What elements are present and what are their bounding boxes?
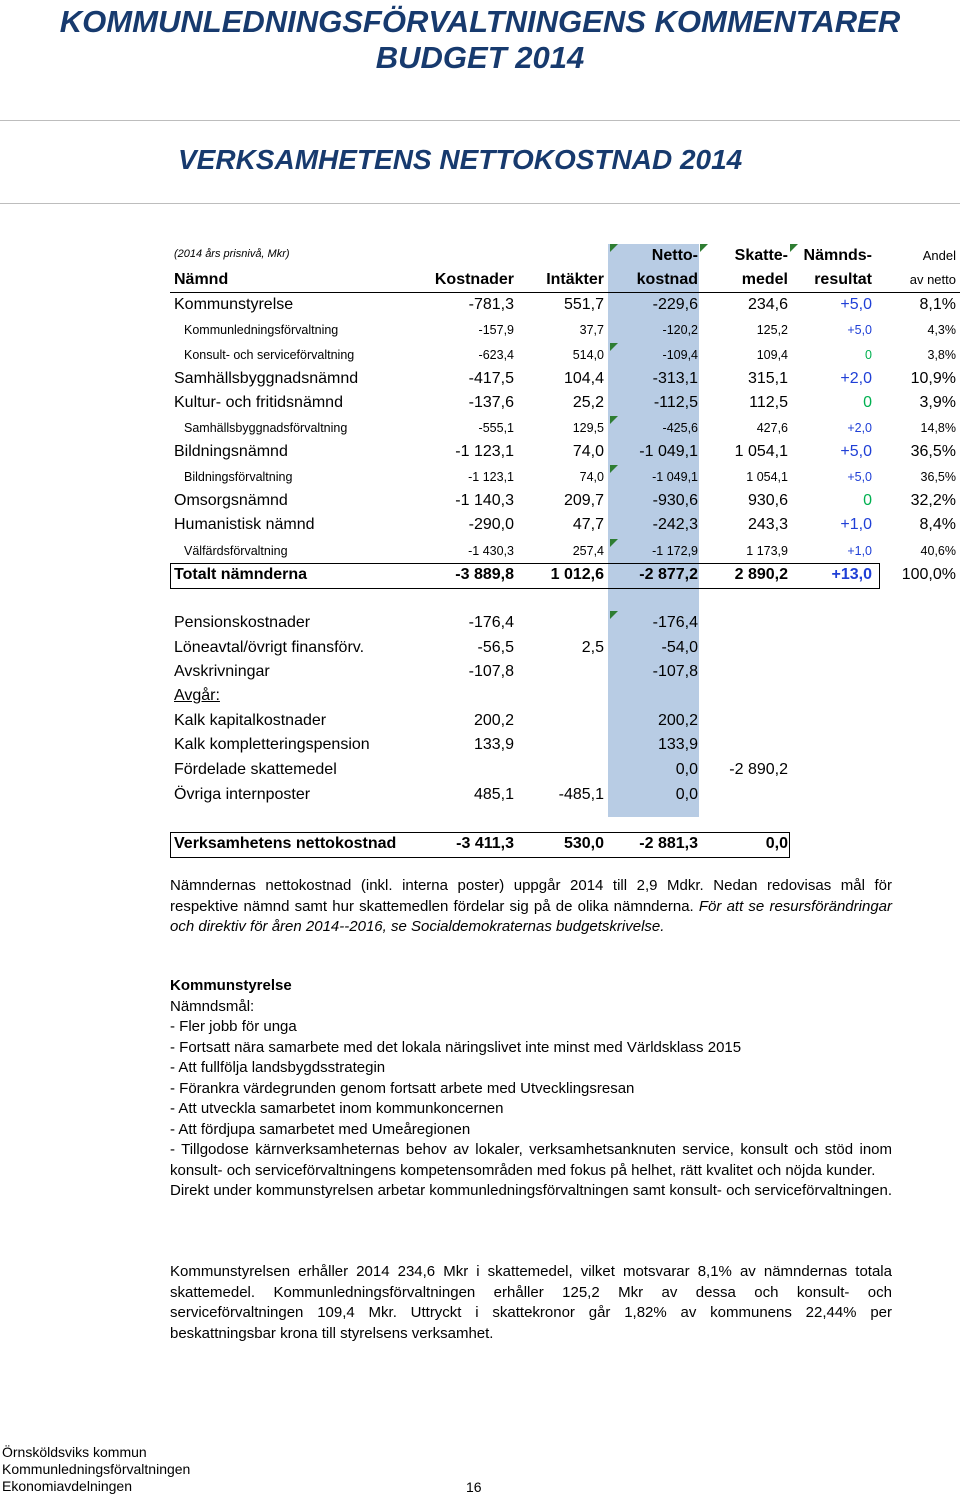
table-row xyxy=(170,440,960,464)
row-skatte: 1 173,9 xyxy=(746,544,788,558)
kommunstyrelse-section xyxy=(170,976,892,1202)
row-skatte: 1 054,1 xyxy=(746,470,788,484)
row-andel: 8,1% xyxy=(919,296,956,313)
row-intakter xyxy=(516,758,604,782)
row-intakter: 514,0 xyxy=(572,348,604,362)
row-netto: -313,1 xyxy=(652,370,698,387)
row-resultat: +5,0 xyxy=(840,296,872,313)
row-skatte xyxy=(700,783,788,807)
row-andel: 40,6% xyxy=(920,544,956,558)
row-netto: -229,6 xyxy=(652,296,698,313)
row-intakter: 257,4 xyxy=(572,544,604,558)
row-intakter: 47,7 xyxy=(572,516,604,533)
row-netto: -1 049,1 xyxy=(639,443,698,460)
footer-line1: Örnsköldsviks kommun xyxy=(2,1444,147,1460)
row-name: Avskrivningar xyxy=(174,663,270,680)
row-andel: 100,0% xyxy=(901,566,956,583)
final-paragraph: Kommunstyrelsen erhåller 2014 234,6 Mkr i skattemedel, vilket motsvarar 8,1% av nämndernas totala skattemedel. Kommunledningsförvaltningen erhåller 125,2 Mkr av dessa och konsult- och serviceförvaltningen 109,4 Mkr. Uttryckt i skattekronor går 1,82% av kommunens 22,44% per beskattningsbar krona till styrelsens verksamhet. xyxy=(170,1263,892,1342)
other-row xyxy=(170,660,960,684)
row-intakter xyxy=(516,660,604,684)
row-resultat: 0 xyxy=(863,492,872,509)
row-skatte: 243,3 xyxy=(747,516,788,533)
row-kostnader: -157,9 xyxy=(478,323,514,337)
row-netto: -2 877,2 xyxy=(639,566,698,583)
title-divider xyxy=(0,120,960,121)
row-name: Avgår: xyxy=(174,687,220,704)
table-row xyxy=(170,391,960,415)
row-intakter: 2,5 xyxy=(581,639,604,656)
row-resultat: +2,0 xyxy=(847,421,872,435)
row-skatte xyxy=(700,611,788,635)
row-netto: -109,4 xyxy=(662,348,698,362)
row-kostnader: -290,0 xyxy=(468,516,514,533)
row-skatte xyxy=(700,660,788,684)
subtitle-divider xyxy=(0,203,960,204)
table-row xyxy=(170,343,960,367)
row-resultat: +5,0 xyxy=(840,443,872,460)
table-row xyxy=(170,489,960,513)
goal-item: - Förankra värdegrunden genom fortsatt arbete med Utvecklingsresan xyxy=(170,1079,635,1097)
other-row xyxy=(170,684,960,708)
row-kostnader: -56,5 xyxy=(477,639,514,656)
intro-paragraph xyxy=(170,876,892,938)
header-namnd: Nämnd xyxy=(174,271,229,288)
row-netto: -120,2 xyxy=(662,323,698,337)
row-skatte: 112,5 xyxy=(749,394,788,411)
row-kostnader: -1 140,3 xyxy=(455,492,514,509)
row-netto: -107,8 xyxy=(652,663,698,680)
row-netto: 0,0 xyxy=(675,786,698,803)
row-skatte xyxy=(700,709,788,733)
table-row xyxy=(170,465,960,489)
row-skatte: 0,0 xyxy=(765,835,788,852)
row-intakter: 1 012,6 xyxy=(550,566,604,583)
row-intakter: 551,7 xyxy=(563,296,604,313)
goal-item: - Att fullfölja landsbygdsstrategin xyxy=(170,1059,386,1076)
row-intakter: -485,1 xyxy=(558,786,604,803)
header-andel: av netto xyxy=(909,272,956,287)
header-skatte-line1: Skatte- xyxy=(734,247,788,264)
row-name: Humanistisk nämnd xyxy=(174,516,315,533)
row-skatte: 1 054,1 xyxy=(734,443,788,460)
comment-marker-icon xyxy=(610,343,618,351)
row-andel: 14,8% xyxy=(920,421,956,435)
footer-line2: Kommunledningsförvaltningen xyxy=(2,1461,191,1477)
comment-marker-icon xyxy=(610,465,618,473)
table-row xyxy=(170,416,960,440)
table-row xyxy=(170,513,960,537)
row-kostnader: 133,9 xyxy=(473,736,514,753)
row-kostnader xyxy=(428,758,514,782)
other-row xyxy=(170,636,960,660)
row-resultat: +2,0 xyxy=(840,370,872,387)
row-intakter: 25,2 xyxy=(572,394,604,411)
row-kostnader: -107,8 xyxy=(468,663,514,680)
row-intakter: 74,0 xyxy=(579,470,604,484)
row-andel: 8,4% xyxy=(919,516,956,533)
row-kostnader: -3 411,3 xyxy=(456,835,514,852)
row-kostnader: -781,3 xyxy=(468,296,514,313)
row-kostnader: -623,4 xyxy=(478,348,514,362)
goal-item: - Fler jobb för unga xyxy=(170,1018,297,1035)
row-skatte xyxy=(700,733,788,757)
row-kostnader: 485,1 xyxy=(473,786,514,803)
header-kostnader: Kostnader xyxy=(434,271,514,288)
row-netto: -1 049,1 xyxy=(652,470,698,484)
goal-item: - Att utveckla samarbetet inom kommunkoncernen xyxy=(170,1100,504,1117)
comment-marker-icon xyxy=(700,244,708,252)
row-kostnader: -555,1 xyxy=(478,421,514,435)
row-skatte xyxy=(700,636,788,660)
comment-marker-icon xyxy=(610,416,618,424)
header-nettokostnad: kostnad xyxy=(636,271,698,288)
row-skatte: 427,6 xyxy=(756,421,788,435)
row-netto: -1 172,9 xyxy=(652,544,698,558)
row-name: Fördelade skattemedel xyxy=(174,761,337,778)
row-name: Bildningsnämnd xyxy=(174,443,288,460)
row-kostnader: -3 889,8 xyxy=(455,566,514,583)
row-netto: 200,2 xyxy=(657,712,698,729)
row-netto: -930,6 xyxy=(652,492,698,509)
row-andel: 36,5% xyxy=(920,470,956,484)
section-title: VERKSAMHETENS NETTOKOSTNAD 2014 xyxy=(178,144,743,175)
row-andel: 3,9% xyxy=(919,394,956,411)
row-name: Kalk kompletteringspension xyxy=(174,736,370,753)
row-name: Konsult- och serviceförvaltning xyxy=(184,348,355,362)
row-name: Samhällsbyggnadsnämnd xyxy=(174,370,359,387)
row-kostnader: 200,2 xyxy=(473,712,514,729)
row-intakter: 129,5 xyxy=(572,421,604,435)
row-andel: 32,2% xyxy=(910,492,956,509)
header-netto-line1: Netto- xyxy=(651,247,698,264)
row-andel: 4,3% xyxy=(927,323,956,337)
row-kostnader: -176,4 xyxy=(468,614,514,631)
comment-marker-icon xyxy=(610,244,618,252)
row-name: Pensionskostnader xyxy=(174,614,311,631)
comment-marker-icon xyxy=(790,244,798,252)
table-row xyxy=(170,293,960,317)
row-netto: -112,5 xyxy=(653,394,698,411)
comment-marker-icon xyxy=(610,611,618,619)
row-resultat: +1,0 xyxy=(847,544,872,558)
row-intakter: 530,0 xyxy=(563,835,604,852)
row-skatte: -2 890,2 xyxy=(729,761,788,778)
table-header-row1 xyxy=(170,244,960,268)
row-intakter: 74,0 xyxy=(572,443,604,460)
row-name: Kommunstyrelse xyxy=(174,296,294,313)
row-netto: -242,3 xyxy=(652,516,698,533)
header-andel-line1: Andel xyxy=(922,248,956,263)
row-skatte: 109,4 xyxy=(756,348,788,362)
other-row xyxy=(170,783,960,807)
row-kostnader: -1 123,1 xyxy=(455,443,514,460)
row-netto: -2 881,3 xyxy=(639,835,698,852)
row-name: Omsorgsnämnd xyxy=(174,492,288,509)
page-title-line1: KOMMUNLEDNINGSFÖRVALTNINGENS KOMMENTARER xyxy=(59,4,901,39)
row-resultat: +5,0 xyxy=(847,470,872,484)
goal-item: - Fortsatt nära samarbete med det lokala näringslivet inte minst med Världsklass 2015 xyxy=(170,1038,742,1056)
row-kostnader: -1 430,3 xyxy=(468,544,514,558)
row-resultat: +13,0 xyxy=(831,566,872,583)
price-level-note: (2014 års prisnivå, Mkr) xyxy=(174,248,290,260)
header-skattemedel: medel xyxy=(741,271,788,288)
row-skatte: 315,1 xyxy=(747,370,788,387)
other-row xyxy=(170,758,960,782)
comment-marker-icon xyxy=(610,539,618,547)
row-resultat: 0 xyxy=(865,348,872,362)
row-name: Välfärdsförvaltning xyxy=(184,544,288,558)
row-name: Övriga internposter xyxy=(174,786,311,803)
intro-text: Nämndernas nettokostnad (inkl. interna poster) uppgår 2014 till 2,9 Mdkr. Nedan redovisas mål för respektive nämnd samt hur skattemedlen fördelar sig på de olika nämnderna. xyxy=(170,877,892,915)
footer-line3: Ekonomiavdelningen xyxy=(2,1478,132,1494)
row-name: Kultur- och fritidsnämnd xyxy=(174,394,343,411)
row-kostnader: -137,6 xyxy=(468,394,514,411)
goal-item: - Att fördjupa samarbetet med Umeåregionen xyxy=(170,1120,471,1138)
row-intakter: 209,7 xyxy=(563,492,604,509)
page-number: 16 xyxy=(466,1479,482,1495)
row-skatte: 930,6 xyxy=(747,492,788,509)
row-netto: 133,9 xyxy=(657,736,698,753)
table-row-total xyxy=(170,563,960,587)
table-header-row2 xyxy=(170,268,960,292)
row-andel: 36,5% xyxy=(910,443,956,460)
row-name: Samhällsbyggnadsförvaltning xyxy=(184,421,348,435)
direct-paragraph: Direkt under kommunstyrelsen arbetar kommunledningsförvaltningen samt konsult- och serviceförvaltningen. xyxy=(170,1182,893,1199)
row-name: Kommunledningsförvaltning xyxy=(184,323,339,337)
table-row xyxy=(170,318,960,342)
row-andel: 10,9% xyxy=(910,370,956,387)
header-namndsresultat: resultat xyxy=(814,271,872,288)
footer-organization xyxy=(2,1444,190,1495)
row-name: Kalk kapitalkostnader xyxy=(174,712,327,729)
section-heading: Kommunstyrelse xyxy=(170,977,292,994)
row-skatte: 125,2 xyxy=(756,323,788,337)
row-andel: 3,8% xyxy=(927,348,956,362)
row-resultat: +1,0 xyxy=(840,516,872,533)
row-kostnader: -417,5 xyxy=(468,370,514,387)
table-row xyxy=(170,539,960,563)
row-intakter: 104,4 xyxy=(563,370,604,387)
row-netto: -54,0 xyxy=(661,639,698,656)
row-netto: -176,4 xyxy=(652,614,698,631)
row-resultat: 0 xyxy=(863,394,872,411)
other-row xyxy=(170,709,960,733)
goal-item: - Tillgodose kärnverksamheternas behov av lokaler, verksamhetsanknuten service, konsult och stöd inom konsult- och serviceförvaltningens kompetensområden med fokus på helhet, rätt kvalitet och nöjda kunder. xyxy=(170,1141,892,1179)
header-resultat-line1: Nämnds- xyxy=(803,247,872,264)
table-row xyxy=(170,367,960,391)
row-intakter xyxy=(516,611,604,635)
row-skatte: 234,6 xyxy=(747,296,788,313)
row-intakter: 37,7 xyxy=(579,323,604,337)
row-name: Bildningsförvaltning xyxy=(184,470,293,484)
row-name: Totalt nämnderna xyxy=(174,566,308,583)
row-name: Verksamhetens nettokostnad xyxy=(174,835,397,852)
goals-label: Nämndsmål: xyxy=(170,997,255,1015)
intro-italic-text: För att se resursförändringar och direktiv för åren 2014--2016, se Socialdemokraternas budgetskrivelse. xyxy=(170,897,892,935)
row-intakter xyxy=(516,733,604,757)
row-netto: 0,0 xyxy=(675,761,698,778)
row-name: Löneavtal/övrigt finansförv. xyxy=(174,639,365,656)
header-intakter: Intäkter xyxy=(546,271,604,288)
grand-total-row xyxy=(170,832,960,856)
other-row xyxy=(170,611,960,635)
other-row xyxy=(170,733,960,757)
page-title-line2: BUDGET 2014 xyxy=(375,40,585,75)
row-kostnader: -1 123,1 xyxy=(468,470,514,484)
row-netto: -425,6 xyxy=(662,421,698,435)
row-resultat: +5,0 xyxy=(847,323,872,337)
row-skatte: 2 890,2 xyxy=(734,566,788,583)
row-intakter xyxy=(516,709,604,733)
